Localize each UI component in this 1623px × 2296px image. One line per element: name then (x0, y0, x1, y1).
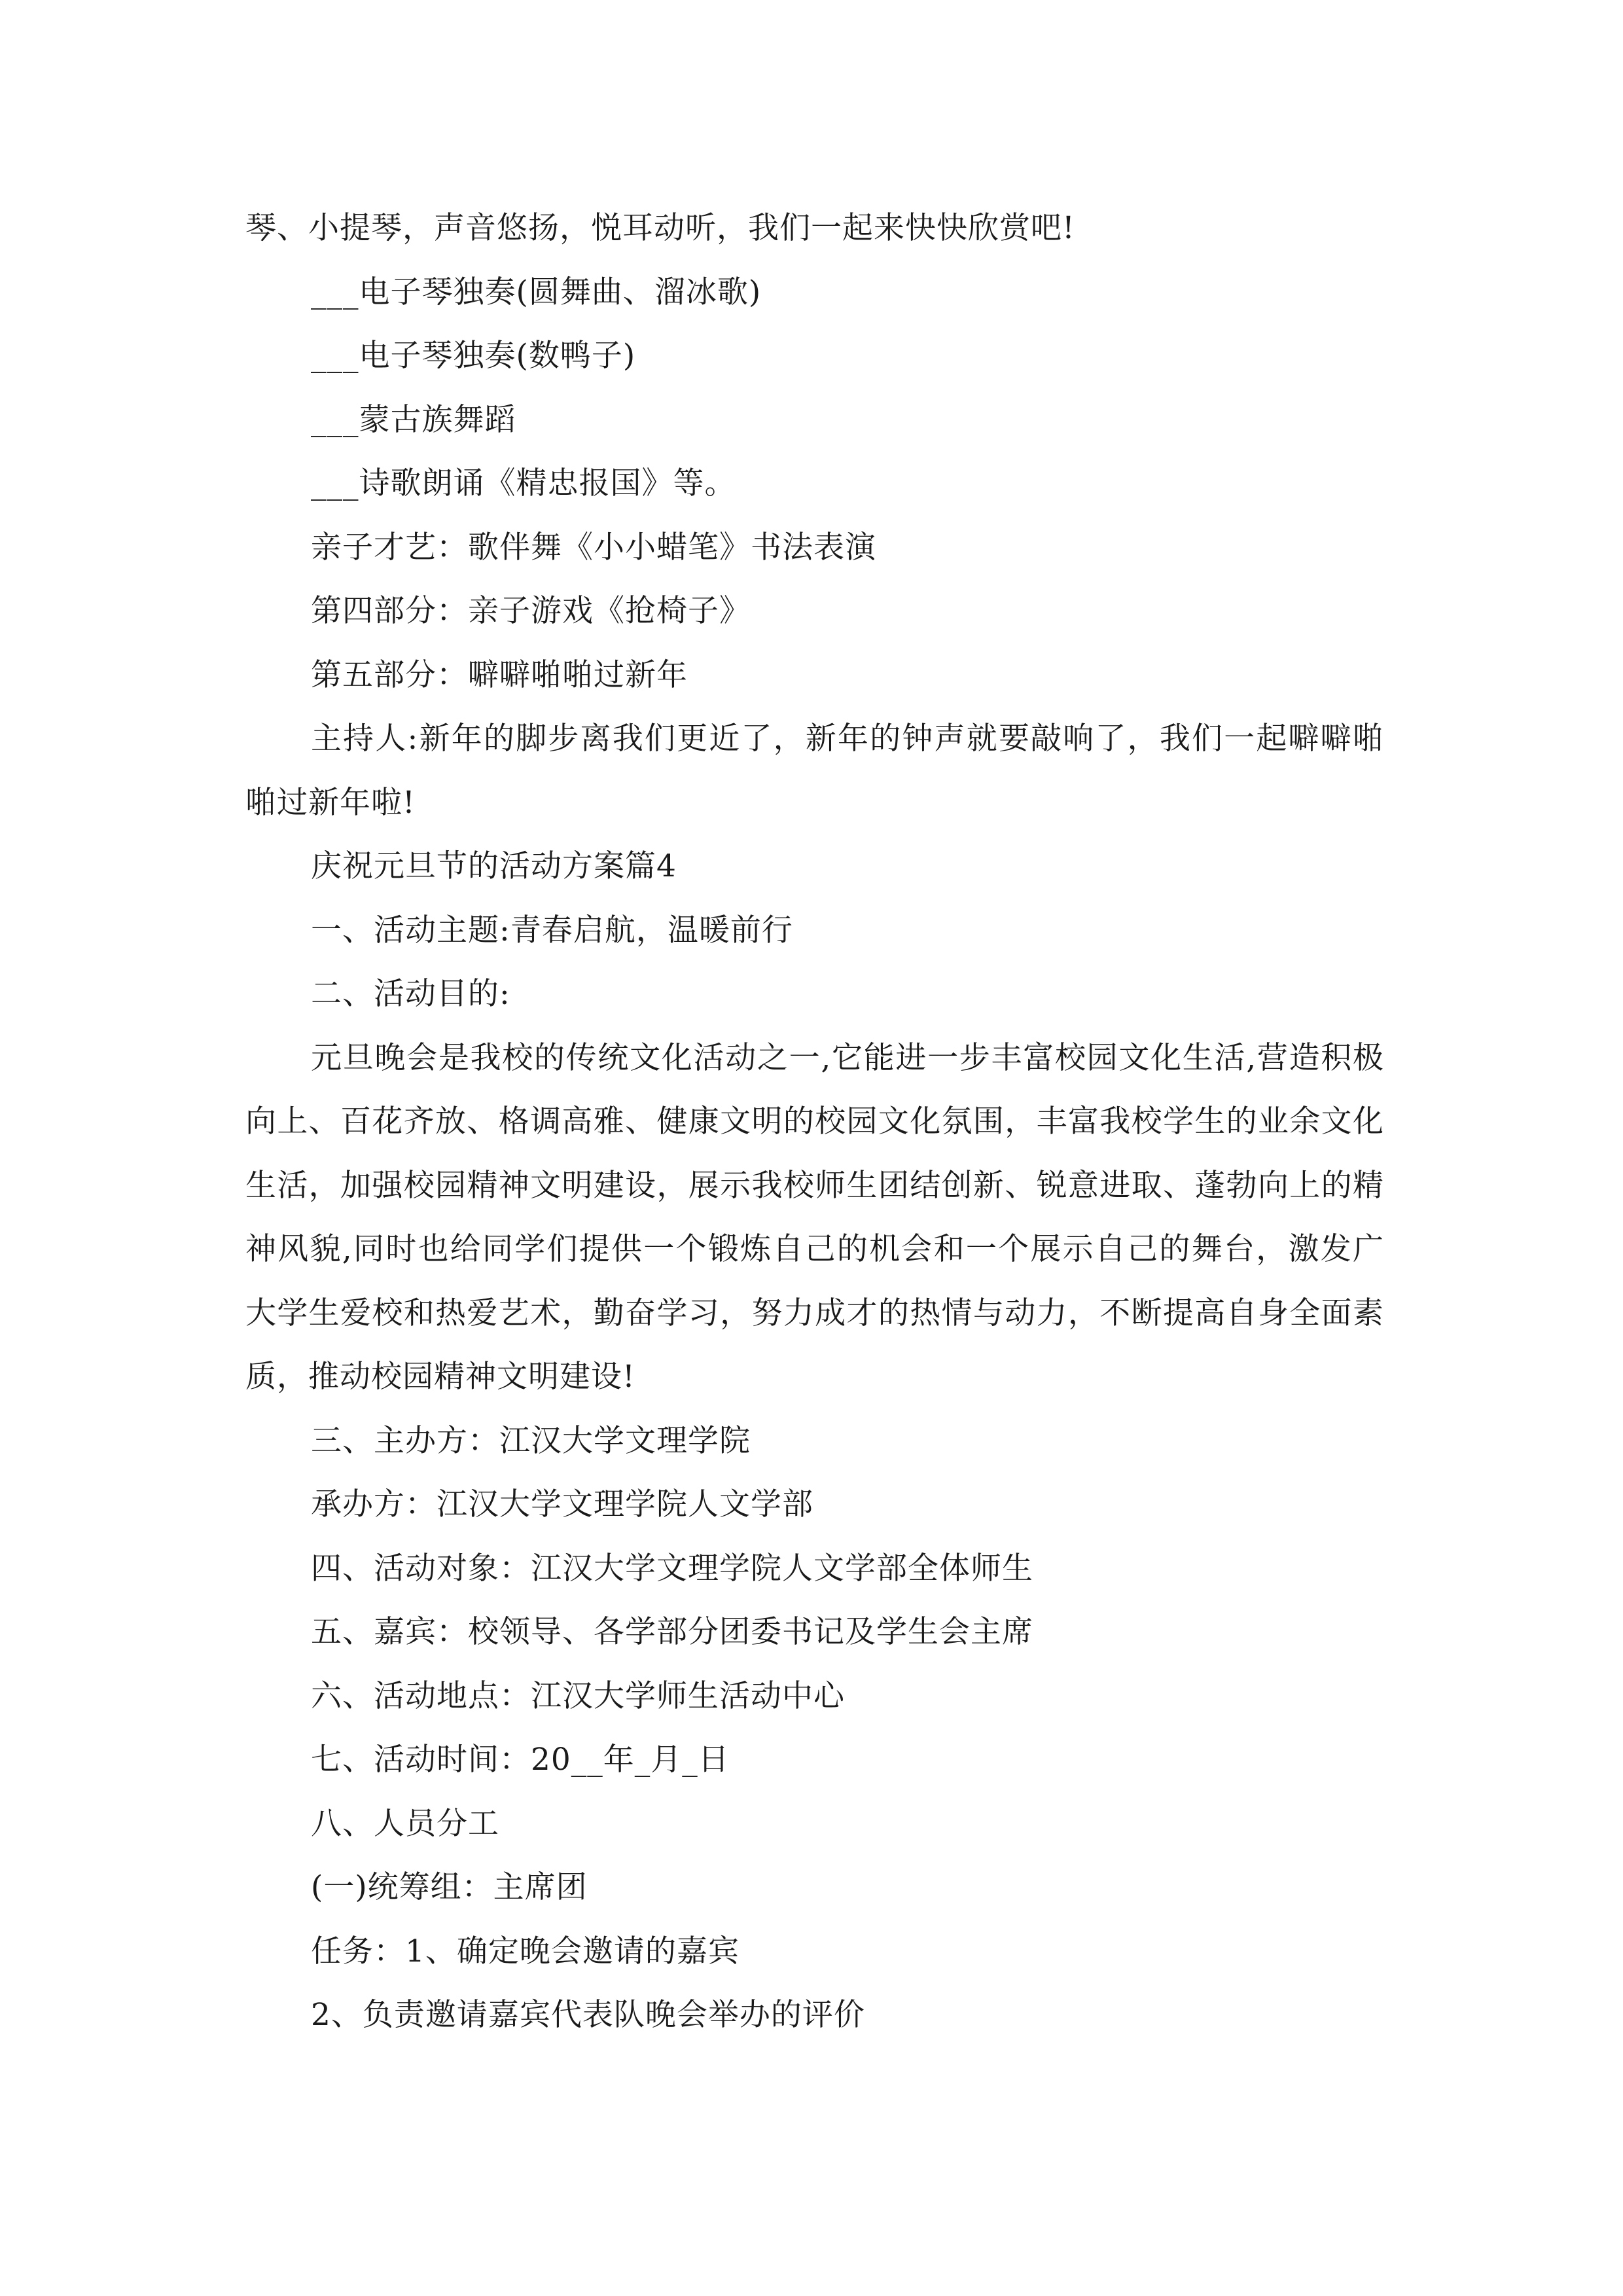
staff-division-heading: 八、人员分工 (311, 1805, 499, 1842)
co-organizer: 承办方：江汉大学文理学院人文学部 (311, 1486, 813, 1522)
program-item-poetry-recital: ___诗歌朗诵《精忠报国》等。 (311, 465, 736, 501)
document-body (245, 196, 1384, 2047)
organizer: 三、主办方：江汉大学文理学院 (311, 1422, 751, 1459)
parent-child-talent: 亲子才艺：歌伴舞《小小蜡笔》书法表演 (311, 529, 876, 565)
task-item-1: 任务：1、确定晚会邀请的嘉宾 (311, 1933, 740, 1969)
activity-time: 七、活动时间：20__年_月_日 (311, 1742, 730, 1778)
task-item-2: 2、负责邀请嘉宾代表队晚会举办的评价 (311, 1997, 865, 2033)
coordination-group: (一)统筹组：主席团 (311, 1869, 588, 1905)
part-five-heading: 第五部分：噼噼啪啪过新年 (311, 656, 688, 693)
host-speech: 主持人:新年的脚步离我们更近了，新年的钟声就要敲响了，我们一起噼噼啪啪过新年啦! (245, 721, 1384, 821)
part-four-heading: 第四部分：亲子游戏《抢椅子》 (311, 593, 751, 629)
program-item-electronic-organ-waltz: ___电子琴独奏(圆舞曲、溜冰歌) (311, 274, 762, 310)
activity-location: 六、活动地点：江汉大学师生活动中心 (311, 1677, 845, 1714)
paragraph-continuation: 琴、小提琴，声音悠扬，悦耳动听，我们一起来快快欣赏吧! (245, 210, 1075, 246)
section-title-plan-4: 庆祝元旦节的活动方案篇4 (311, 848, 677, 884)
activity-audience: 四、活动对象：江汉大学文理学院人文学部全体师生 (311, 1550, 1033, 1587)
activity-theme: 一、活动主题:青春启航，温暖前行 (311, 912, 793, 948)
activity-purpose-body: 元旦晚会是我校的传统文化活动之一,它能进一步丰富校园文化生活,营造积极向上、百花齐放、格调高雅、健康文明的校园文化氛围，丰富我校学生的业余文化生活，加强校园精神文明建设，展示我校师生团结创新、锐意进取、蓬勃向上的精神风貌,同时也给同学们提供一个锻炼自己的机会和一个展示自己的舞台，激发广大学生爱校和热爱艺术，勤奋学习，努力成才的热情与动力，不断提高自身全面素质，推动校园精神文明建设! (245, 1039, 1384, 1395)
activity-purpose-heading: 二、活动目的: (311, 976, 510, 1012)
program-item-electronic-organ-ducks: ___电子琴独奏(数鸭子) (311, 338, 636, 374)
program-item-mongolian-dance: ___蒙古族舞蹈 (311, 401, 516, 438)
guests: 五、嘉宾：校领导、各学部分团委书记及学生会主席 (311, 1614, 1033, 1650)
